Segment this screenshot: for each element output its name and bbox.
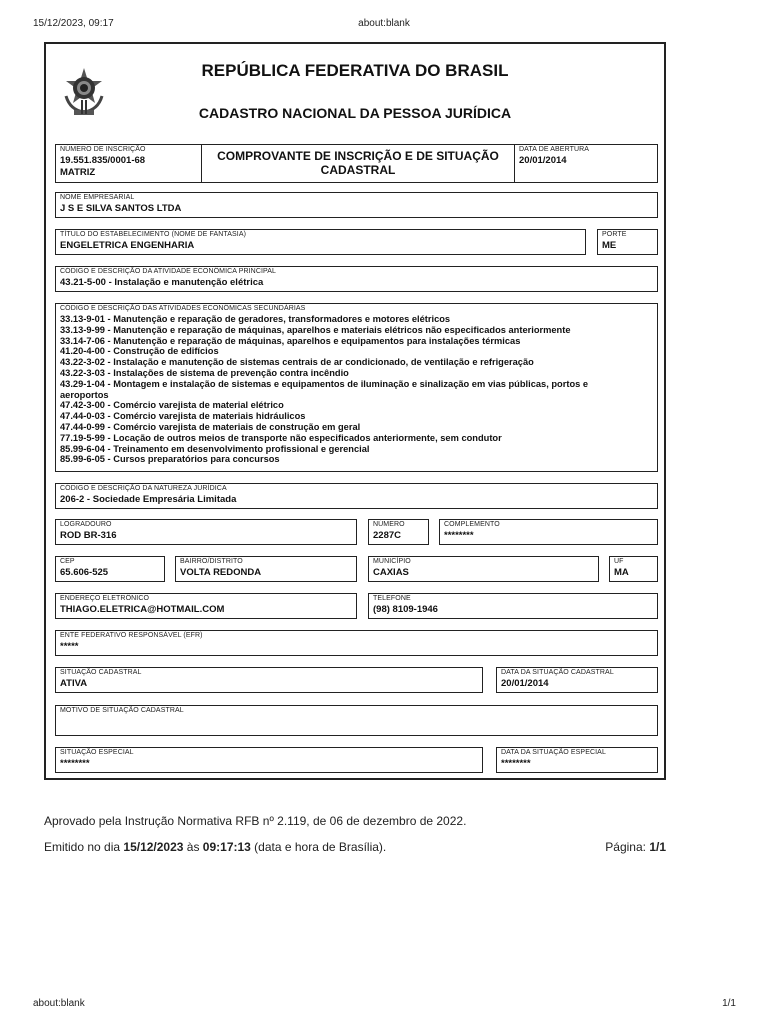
complemento-value: ******** (444, 530, 474, 541)
natureza-juridica-label: CÓDIGO E DESCRIÇÃO DA NATUREZA JURÍDICA (60, 485, 227, 492)
numero-label: NÚMERO (373, 521, 405, 528)
nome-empresarial-label: NOME EMPRESARIAL (60, 194, 135, 201)
fantasia-box (55, 229, 586, 255)
atividades-secundarias-label: CÓDIGO E DESCRIÇÃO DAS ATIVIDADES ECONÔMICAS SECUNDÁRIAS (60, 305, 306, 312)
list-item: 77.19-5-99 - Locação de outros meios de transporte não especificados anteriormente, sem condutor (60, 432, 502, 443)
page-value: 1/1 (649, 840, 666, 854)
cep-value: 65.606-525 (60, 567, 109, 578)
porte-box (597, 229, 658, 255)
situacao-especial-label: SITUAÇÃO ESPECIAL (60, 749, 134, 756)
approval-text: Aprovado pela Instrução Normativa RFB nº 2.119, de 06 de dezembro de 2022. (44, 814, 467, 828)
data-situacao-especial-value: ******** (501, 758, 531, 769)
logradouro-label: LOGRADOURO (60, 521, 112, 528)
inscricao-label: NÚMERO DE INSCRIÇÃO (60, 146, 146, 153)
uf-label: UF (614, 558, 624, 565)
list-item: 43.29-1-04 - Montagem e instalação de sistemas e equipamentos de iluminação e sinalização em vias públicas, portos e (60, 378, 589, 389)
emission-suffix: (data e hora de Brasília). (250, 840, 387, 854)
registry-title: CADASTRO NACIONAL DA PESSOA JURÍDICA (198, 105, 512, 121)
porte-label: PORTE (602, 231, 627, 238)
data-situacao-label: DATA DA SITUAÇÃO CADASTRAL (501, 669, 614, 676)
natureza-juridica-value: 206-2 - Sociedade Empresária Limitada (60, 494, 237, 505)
comprovante-line2: CADASTRAL (320, 163, 396, 177)
page-indicator (566, 840, 666, 854)
atividade-principal-label: CÓDIGO E DESCRIÇÃO DA ATIVIDADE ECONÔMICA PRINCIPAL (60, 268, 277, 275)
list-item: 43.22-3-03 - Instalações de sistema de prevenção contra incêndio (60, 367, 349, 378)
cep-box (55, 556, 165, 582)
print-title: about:blank (358, 18, 410, 29)
bairro-label: BAIRRO/DISTRITO (180, 558, 243, 565)
emission-date: 15/12/2023 (123, 840, 184, 854)
atividades-secundarias-list (60, 314, 588, 465)
comprovante-line1: COMPROVANTE DE INSCRIÇÃO E DE SITUAÇÃO (217, 149, 499, 163)
efr-value: ***** (60, 641, 79, 652)
situacao-box (55, 667, 483, 693)
list-item: aeroportos (60, 389, 109, 400)
print-page: 1/1 (722, 998, 736, 1009)
email-box (55, 593, 357, 619)
list-item: 47.42-3-00 - Comércio varejista de material elétrico (60, 400, 284, 411)
porte-value: ME (602, 240, 617, 251)
logradouro-value: ROD BR-316 (60, 530, 117, 541)
emission-time: 09:17:13 (202, 840, 251, 854)
logradouro-box (55, 519, 357, 545)
emission-mid: às (183, 840, 203, 854)
numero-box (368, 519, 429, 545)
emission-text (44, 840, 386, 854)
list-item: 33.14-7-06 - Manutenção e reparação de máquinas, aparelhos e equipamentos para instalações térmicas (60, 335, 521, 346)
complemento-label: COMPLEMENTO (444, 521, 500, 528)
emission-prefix: Emitido no dia (44, 840, 124, 854)
page-label: Página: (605, 840, 650, 854)
telefone-label: TELEFONE (373, 595, 411, 602)
situacao-value: ATIVA (60, 678, 88, 689)
data-situacao-especial-label: DATA DA SITUAÇÃO ESPECIAL (501, 749, 606, 756)
list-item: 85.99-6-05 - Cursos preparatórios para concursos (60, 454, 280, 465)
atividades-secundarias-box (55, 303, 658, 472)
atividade-principal-box (55, 266, 658, 292)
municipio-label: MUNICÍPIO (373, 558, 411, 565)
list-item: 47.44-0-03 - Comércio varejista de materiais hidráulicos (60, 411, 306, 422)
motivo-label: MOTIVO DE SITUAÇÃO CADASTRAL (60, 707, 184, 714)
bairro-box (175, 556, 357, 582)
telefone-value: (98) 8109-1946 (373, 604, 438, 615)
nome-empresarial-value: J S E SILVA SANTOS LTDA (60, 203, 182, 214)
inscricao-type: MATRIZ (60, 167, 96, 178)
abertura-label: DATA DE ABERTURA (519, 146, 590, 153)
motivo-box (55, 705, 658, 736)
numero-value: 2287C (373, 530, 401, 541)
situacao-label: SITUAÇÃO CADASTRAL (60, 669, 142, 676)
print-url: about:blank (33, 998, 85, 1009)
email-value: THIAGO.ELETRICA@HOTMAIL.COM (60, 604, 225, 615)
list-item: 47.44-0-99 - Comércio varejista de materiais de construção em geral (60, 421, 361, 432)
uf-value: MA (614, 567, 629, 578)
print-datetime: 15/12/2023, 09:17 (33, 18, 114, 29)
email-label: ENDEREÇO ELETRÔNICO (60, 595, 150, 602)
comprovante-box (201, 144, 515, 183)
inscricao-box (55, 144, 202, 183)
telefone-box (368, 593, 658, 619)
data-situacao-especial-box (496, 747, 658, 773)
efr-box (55, 630, 658, 656)
document-frame (44, 42, 666, 780)
atividade-principal-value: 43.21-5-00 - Instalação e manutenção elétrica (60, 277, 264, 288)
data-situacao-value: 20/01/2014 (501, 678, 549, 689)
natureza-juridica-box (55, 483, 658, 509)
fantasia-value: ENGELETRICA ENGENHARIA (60, 240, 195, 251)
list-item: 43.22-3-02 - Instalação e manutenção de sistemas centrais de ar condicionado, de ventilação e refrigeração (60, 357, 534, 368)
municipio-box (368, 556, 599, 582)
municipio-value: CAXIAS (373, 567, 409, 578)
fantasia-label: TÍTULO DO ESTABELECIMENTO (NOME DE FANTASIA) (60, 231, 247, 238)
situacao-especial-box (55, 747, 483, 773)
data-situacao-box (496, 667, 658, 693)
abertura-box (514, 144, 658, 183)
complemento-box (439, 519, 658, 545)
situacao-especial-value: ******** (60, 758, 90, 769)
list-item: 33.13-9-99 - Manutenção e reparação de máquinas, aparelhos e materiais elétricos não especificados anteriormente (60, 324, 571, 335)
efr-label: ENTE FEDERATIVO RESPONSÁVEL (EFR) (60, 632, 203, 639)
list-item: 85.99-6-04 - Treinamento em desenvolvimento profissional e gerencial (60, 443, 370, 454)
cep-label: CEP (60, 558, 75, 565)
nome-empresarial-box (55, 192, 658, 218)
republic-title: REPÚBLICA FEDERATIVA DO BRASIL (201, 61, 509, 80)
inscricao-number: 19.551.835/0001-68 (60, 155, 146, 166)
list-item: 41.20-4-00 - Construção de edifícios (60, 346, 219, 357)
uf-box (609, 556, 658, 582)
abertura-value: 20/01/2014 (519, 155, 567, 166)
bairro-value: VOLTA REDONDA (180, 567, 262, 578)
list-item: 33.13-9-01 - Manutenção e reparação de geradores, transformadores e motores elétricos (60, 314, 451, 324)
